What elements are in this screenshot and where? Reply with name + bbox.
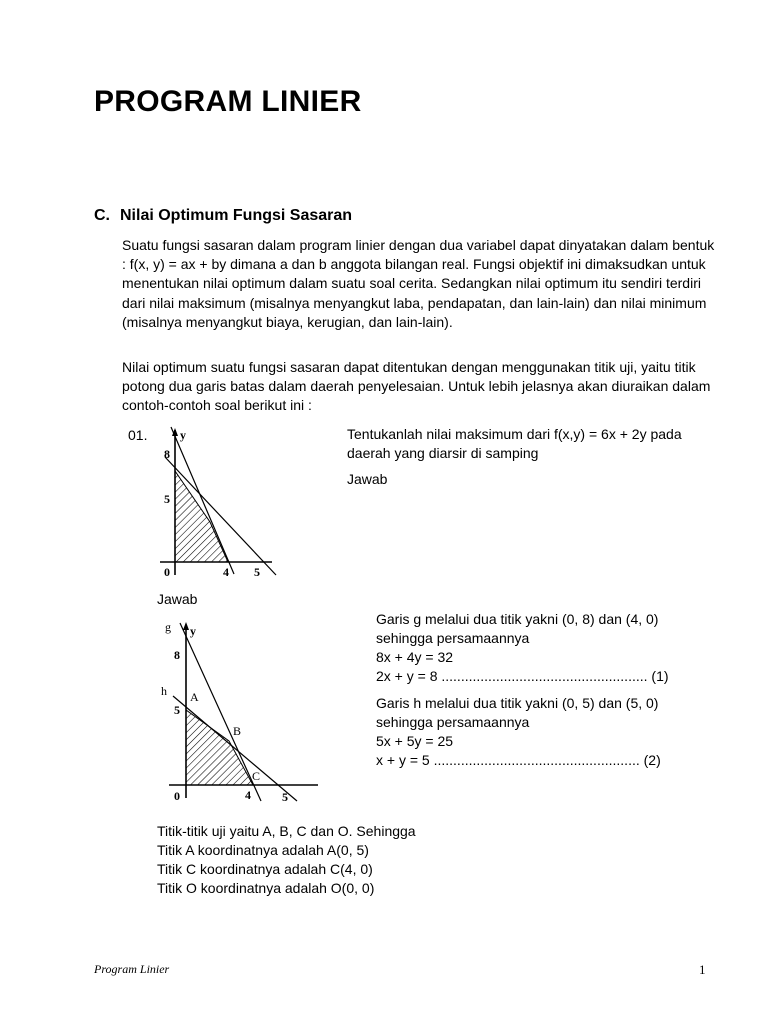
shaded-region	[175, 471, 228, 562]
solution-g-line2: sehingga persamaannya	[376, 630, 530, 646]
test-points-intro: Titik-titik uji yaitu A, B, C dan O. Sehingga	[157, 823, 416, 839]
feasible-region-figure	[150, 425, 290, 585]
solution-g-eq1: 8x + 4y = 32	[376, 649, 454, 665]
x-tick-5: 5	[254, 565, 260, 579]
solution-h-line2: sehingga persamaannya	[376, 714, 530, 730]
section-label: C.	[94, 207, 110, 224]
problem-question-line1: Tentukanlah nilai maksimum dari f(x,y) = 6x + 2y pada	[347, 426, 682, 442]
answer-label-2: Jawab	[157, 591, 198, 607]
problem-question-line2: daerah yang diarsir di samping	[347, 445, 539, 461]
point-a-label: A	[190, 690, 199, 704]
point-c-label: C	[252, 769, 261, 783]
solution-g-line1: Garis g melalui dua titik yakni (0, 8) dan (4, 0)	[376, 611, 659, 627]
solution-h-line1: Garis h melalui dua titik yakni (0, 5) dan (5, 0)	[376, 695, 659, 711]
solution-g-eq2: 2x + y = 8 ..................................................... (1)	[376, 668, 669, 684]
intro-paragraph: Suatu fungsi sasaran dalam program linier dengan dua variabel dapat dinyatakan dalam bentuk : f(x, y) = ax + by dimana a dan b anggota bilangan real. Fungsi objektif ini dimaksudkan untuk menentukan nilai optimum dalam suatu soal cerita. Sedangkan nilai optimum itu sendiri terdiri dari nilai maksimum (misalnya menyangkut laba, pendapatan, dan lain-lain) dan nilai minimum (misalnya menyangkut biaya, kerugian, dan lain-lain).	[122, 237, 715, 330]
footer-title: Program Linier	[94, 962, 170, 976]
y-tick-5: 5	[164, 492, 170, 506]
section-heading	[94, 207, 352, 225]
test-point-a: Titik A koordinatnya adalah A(0, 5)	[157, 842, 369, 858]
x-tick-4: 4	[245, 788, 251, 802]
solution-h-eq2: x + y = 5 ..................................................... (2)	[376, 752, 661, 768]
method-paragraph: Nilai optimum suatu fungsi sasaran dapat ditentukan dengan menggunakan titik uji, yaitu titik potong dua garis batas dalam daerah penyelesaian. Untuk lebih jelasnya akan diuraikan dalam contoh-contoh soal berikut ini :	[122, 359, 711, 414]
origin-label: 0	[174, 789, 180, 803]
test-point-o: Titik O koordinatnya adalah O(0, 0)	[157, 880, 375, 896]
answer-label: Jawab	[347, 471, 388, 487]
section-title: Nilai Optimum Fungsi Sasaran	[120, 207, 353, 224]
y-axis-label: y	[180, 428, 186, 442]
y-tick-8: 8	[174, 648, 180, 662]
y-axis-arrow	[183, 622, 189, 630]
page-title: PROGRAM LINIER	[94, 85, 362, 118]
y-axis-label: y	[190, 624, 196, 638]
page-number: 1	[699, 962, 706, 977]
line-g-label: g	[165, 620, 171, 634]
y-tick-8: 8	[164, 447, 170, 461]
origin-label: 0	[164, 565, 170, 579]
x-tick-5: 5	[282, 790, 288, 804]
line-h-label: h	[161, 684, 167, 698]
point-b-label: B	[233, 724, 242, 738]
solution-h-eq1: 5x + 5y = 25	[376, 733, 454, 749]
problem-number: 01.	[128, 427, 148, 443]
test-point-c: Titik C koordinatnya adalah C(4, 0)	[157, 861, 373, 877]
x-tick-4: 4	[223, 565, 229, 579]
shaded-region	[186, 710, 253, 785]
y-tick-5: 5	[174, 703, 180, 717]
labeled-region-figure	[155, 615, 335, 810]
